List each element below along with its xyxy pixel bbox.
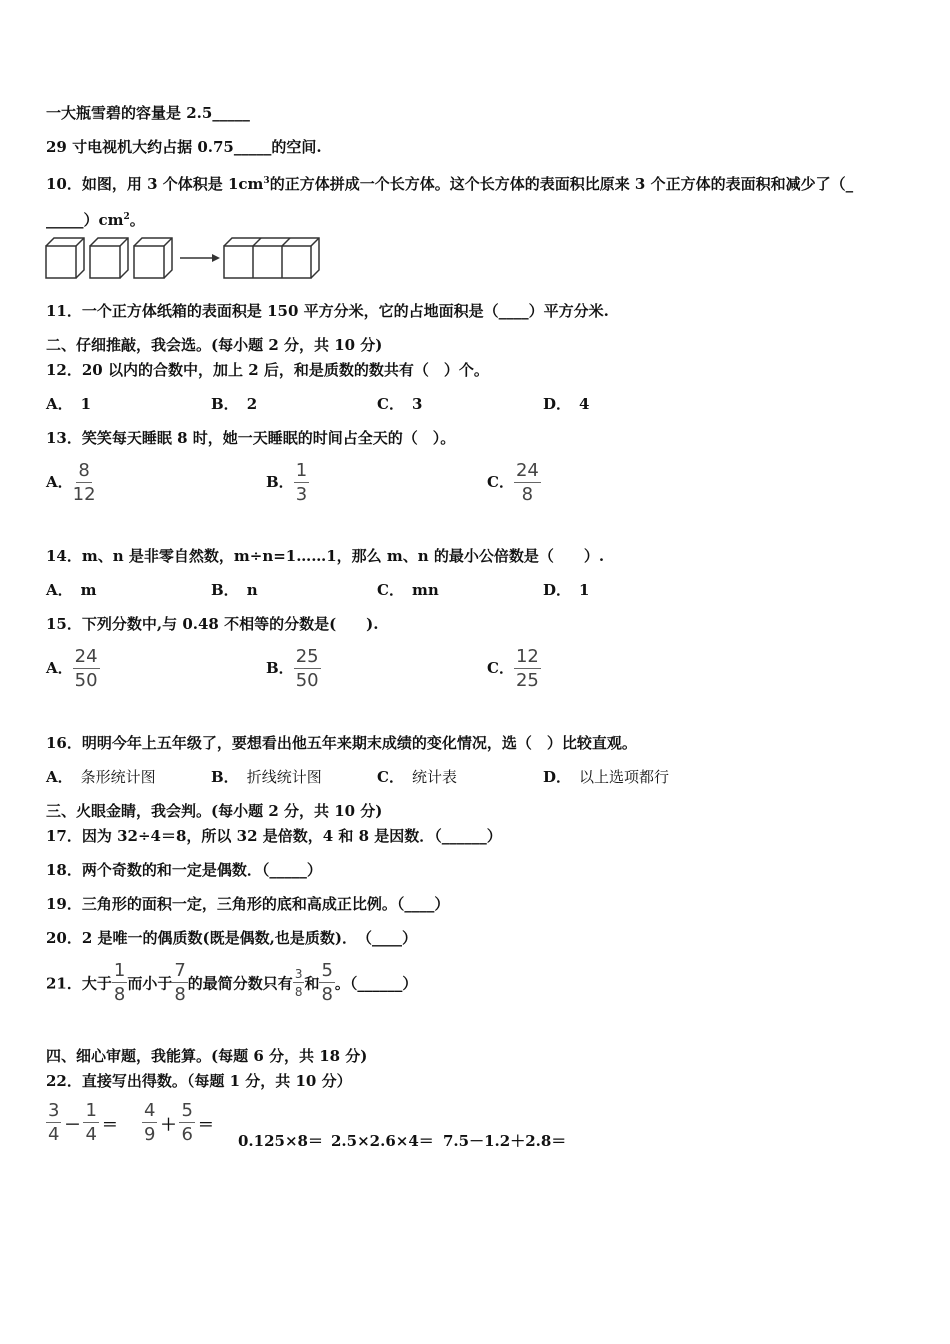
option-key: B．: [211, 768, 239, 786]
option-key: B．: [211, 395, 239, 413]
q16-option-b[interactable]: [211, 767, 322, 787]
line-tv-space: 29 寸电视机大约占据 0.75_____的空间.: [46, 138, 322, 156]
calc-4: 2.5×2.6×4＝: [331, 1132, 434, 1150]
option-key: D．: [543, 581, 572, 599]
q10-text-b: 的正方体拼成一个长方体。这个长方体的表面积比原来 3 个正方体的表面积和减少了（_: [269, 175, 854, 193]
operator: ＋: [160, 1114, 177, 1134]
q12-option-a[interactable]: [46, 394, 91, 414]
option-value: 统计表: [411, 768, 457, 786]
fraction: $\frac{1}{4}$: [85, 1100, 97, 1145]
option-key: C．: [487, 473, 514, 491]
q15-option-b[interactable]: [266, 648, 321, 690]
question-15: 15．下列分数中,与 0.48 不相等的分数是( ).: [46, 615, 379, 633]
q14-option-d[interactable]: [543, 580, 589, 600]
fraction: $\frac{24}{50}$: [74, 646, 98, 691]
calc-2: [142, 1102, 217, 1144]
option-value: m: [80, 581, 97, 599]
question-18: 18．两个奇数的和一定是偶数．（_____）: [46, 861, 322, 879]
line-sprite-capacity: 一大瓶雪碧的容量是 2.5_____: [46, 104, 250, 122]
option-key: A．: [46, 395, 73, 413]
cube-1: [46, 238, 84, 278]
equals: ＝: [101, 1114, 118, 1134]
fraction: $\frac{1}{3}$: [295, 460, 308, 505]
option-key: C．: [377, 581, 404, 599]
q13-option-b[interactable]: [266, 462, 309, 504]
question-10-cont: [46, 207, 145, 230]
q12-option-c[interactable]: [377, 394, 422, 414]
question-13: 13．笑笑每天睡眠 8 时，她一天睡眠的时间占全天的（ ）。: [46, 429, 456, 447]
option-value: 条形统计图: [80, 768, 156, 786]
option-key: C．: [377, 768, 404, 786]
question-11: 11．一个正方体纸箱的表面积是 150 平方分米，它的占地面积是（____）平方分米.: [46, 302, 609, 320]
question-12: 12．20 以内的合数中，加上 2 后，和是质数的数共有（ ）个。: [46, 361, 489, 379]
q21-mid2: 的最简分数只有: [187, 974, 293, 993]
question-16: 16．明明今年上五年级了，要想看出他五年来期末成绩的变化情况，选（ ）比较直观。: [46, 734, 637, 752]
question-14: 14．m、n 是非零自然数，m÷n=1……1，那么 m、n 的最小公倍数是（ ）.: [46, 547, 605, 565]
option-key: B．: [266, 659, 294, 677]
fraction: $\frac{24}{8}$: [515, 460, 539, 505]
fraction: $\frac{12}{25}$: [515, 646, 539, 691]
q14-option-b[interactable]: [211, 580, 258, 600]
q12-option-b[interactable]: [211, 394, 257, 414]
question-17: 17．因为 32÷4＝8，所以 32 是倍数，4 和 8 是因数．（______）: [46, 827, 502, 845]
calc-5: 7.5－1.2＋2.8＝: [443, 1132, 567, 1150]
question-19: 19．三角形的面积一定，三角形的底和高成正比例。（____）: [46, 895, 450, 913]
cuboid: [224, 238, 319, 278]
option-key: C．: [487, 659, 514, 677]
option-value: 以上选项都行: [579, 768, 670, 786]
fraction: $\frac{3}{4}$: [48, 1100, 60, 1145]
fraction: $\frac{3}{8}$: [294, 967, 303, 999]
fraction: $\frac{5}{6}$: [181, 1100, 193, 1145]
q10c-sup: 2: [123, 212, 130, 222]
section-4-title: 四、细心审题，我能算。(每题 6 分，共 18 分): [46, 1047, 368, 1065]
q10-sup: 3: [263, 176, 270, 186]
section-2-title: 二、仔细推敲，我会选。(每小题 2 分，共 10 分): [46, 336, 383, 354]
q13-option-a[interactable]: [46, 462, 96, 504]
cube-figure: [44, 236, 324, 282]
section-3-title: 三、火眼金睛，我会判。(每小题 2 分，共 10 分): [46, 802, 383, 820]
option-value: 4: [579, 395, 590, 413]
q16-option-c[interactable]: [377, 767, 457, 787]
question-10: [46, 171, 853, 194]
fraction: $\frac{25}{50}$: [295, 646, 319, 691]
option-key: B．: [266, 473, 294, 491]
option-value: n: [246, 581, 258, 599]
option-value: 1: [80, 395, 92, 413]
q16-option-a[interactable]: [46, 767, 156, 787]
option-key: D．: [543, 395, 572, 413]
q14-option-c[interactable]: [377, 580, 439, 600]
q21-pre: 21．大于: [46, 974, 112, 993]
option-key: A．: [46, 473, 73, 491]
option-key: D．: [543, 768, 572, 786]
q21-mid3: 和: [304, 974, 320, 993]
cube-2: [90, 238, 128, 278]
q21-mid1: 而小于: [127, 974, 173, 993]
q16-option-d[interactable]: [543, 767, 669, 787]
operator: －: [64, 1114, 81, 1134]
q21-end: 。（______）: [334, 974, 418, 993]
q12-option-d[interactable]: [543, 394, 589, 414]
q14-option-a[interactable]: [46, 580, 97, 600]
q15-option-a[interactable]: [46, 648, 100, 690]
arrow-icon: [180, 254, 220, 262]
q15-option-c[interactable]: [487, 648, 541, 690]
question-20: 20．2 是唯一的偶质数(既是偶数,也是质数)． （____）: [46, 929, 417, 947]
fraction: $\frac{7}{8}$: [174, 960, 186, 1005]
question-22: 22．直接写出得数。（每题 1 分，共 10 分）: [46, 1072, 352, 1090]
option-value: 2: [246, 395, 258, 413]
cube-3: [134, 238, 172, 278]
fraction: $\frac{8}{12}$: [72, 460, 96, 505]
calc-1: [46, 1102, 121, 1144]
q13-option-c[interactable]: [487, 462, 541, 504]
option-value: 折线统计图: [246, 768, 322, 786]
option-key: C．: [377, 395, 404, 413]
option-value: 1: [579, 581, 590, 599]
fraction: $\frac{4}{9}$: [144, 1100, 156, 1145]
q10-text-end: 。: [129, 211, 145, 229]
option-key: A．: [46, 659, 73, 677]
q10-text-a: 10．如图，用 3 个体积是 1cm: [46, 175, 264, 193]
q10-text-c: _____）cm: [46, 211, 124, 229]
option-key: B．: [211, 581, 239, 599]
equals: ＝: [197, 1114, 214, 1134]
calc-3: 0.125×8＝: [238, 1132, 323, 1150]
option-key: A．: [46, 768, 73, 786]
fraction: $\frac{5}{8}$: [321, 960, 333, 1005]
option-value: 3: [411, 395, 423, 413]
option-key: A．: [46, 581, 73, 599]
option-value: mn: [411, 581, 439, 599]
fraction: $\frac{1}{8}$: [113, 960, 126, 1005]
question-21: [46, 962, 417, 1004]
